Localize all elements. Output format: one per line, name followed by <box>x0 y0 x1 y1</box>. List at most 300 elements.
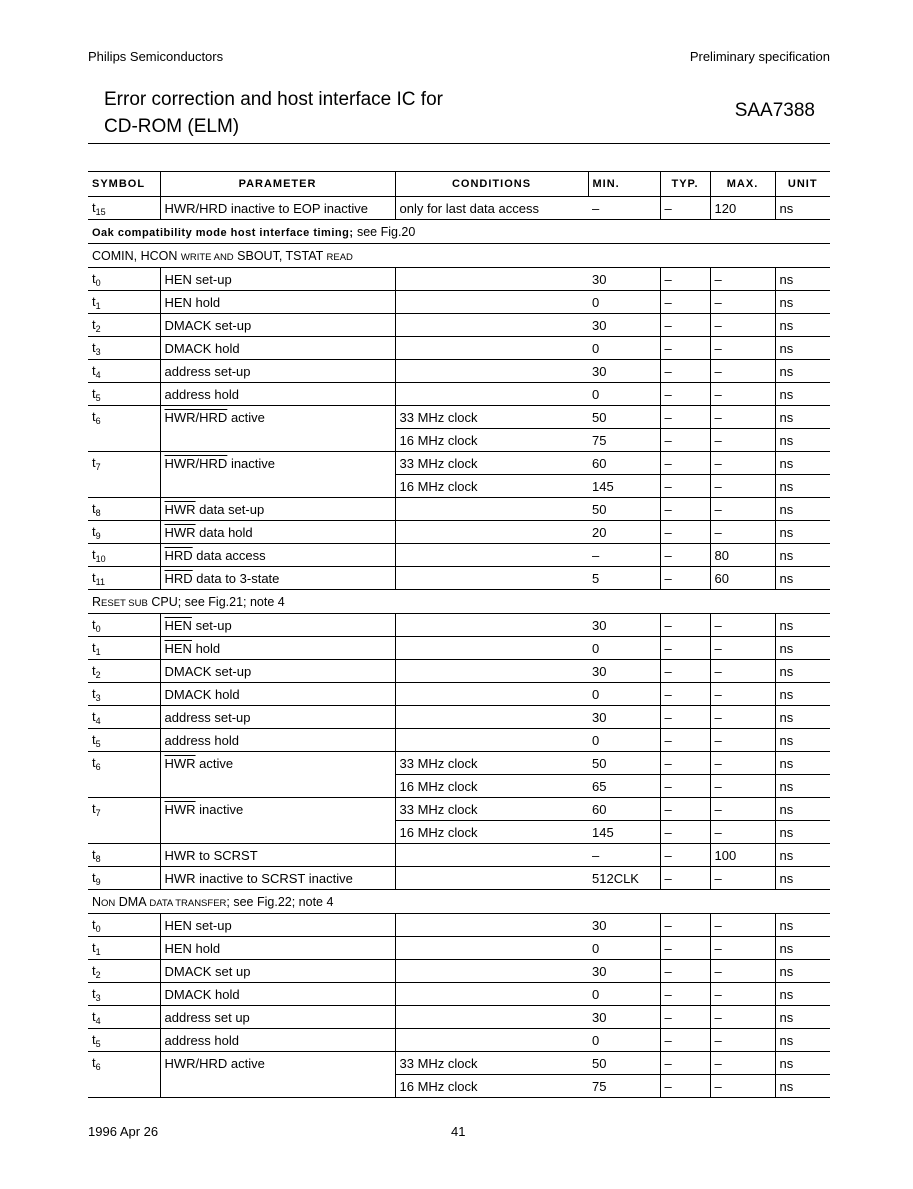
min-cell: 30 <box>588 360 660 383</box>
table-body <box>88 197 830 1098</box>
section-heading <box>88 220 830 244</box>
table-row <box>88 983 830 1006</box>
parameter-cell: HWR/HRD active <box>160 1052 395 1075</box>
table-row <box>88 937 830 960</box>
typ-cell: – <box>660 521 710 544</box>
unit-cell: ns <box>775 521 830 544</box>
typ-cell: – <box>660 637 710 660</box>
unit-cell: ns <box>775 729 830 752</box>
conditions-cell: 33 MHz clock <box>395 798 588 821</box>
typ-cell: – <box>660 914 710 937</box>
typ-cell: – <box>660 452 710 475</box>
unit-cell: ns <box>775 291 830 314</box>
min-cell: 0 <box>588 1029 660 1052</box>
symbol-cell: $t_5$ <box>88 383 160 406</box>
unit-cell: ns <box>775 197 830 220</box>
conditions-cell <box>395 268 588 291</box>
symbol-cell <box>88 1075 160 1098</box>
typ-cell: – <box>660 1006 710 1029</box>
conditions-cell <box>395 637 588 660</box>
conditions-cell <box>395 1006 588 1029</box>
table-row <box>88 567 830 590</box>
parameter-cell <box>160 1075 395 1098</box>
parameter-cell: HWR/HRD inactive <box>160 452 395 475</box>
table-row <box>88 683 830 706</box>
typ-cell: – <box>660 291 710 314</box>
symbol-cell: $t_3$ <box>88 983 160 1006</box>
unit-cell: ns <box>775 498 830 521</box>
table-row <box>88 1052 830 1075</box>
unit-cell: ns <box>775 798 830 821</box>
conditions-cell: 16 MHz clock <box>395 1075 588 1098</box>
conditions-cell <box>395 683 588 706</box>
unit-cell: ns <box>775 614 830 637</box>
max-cell: – <box>710 1006 775 1029</box>
parameter-cell: DMACK set up <box>160 960 395 983</box>
section-heading: RESET SUB CPU; see Fig.21; note 4 <box>88 590 830 614</box>
min-cell: 50 <box>588 1052 660 1075</box>
symbol-cell: $t_2$ <box>88 960 160 983</box>
unit-cell: ns <box>775 683 830 706</box>
table-row <box>88 498 830 521</box>
conditions-cell <box>395 729 588 752</box>
header-rule <box>88 143 830 144</box>
unit-cell: ns <box>775 452 830 475</box>
table-row <box>88 521 830 544</box>
col-header-conditions: CONDITIONS <box>395 172 588 197</box>
parameter-cell <box>160 775 395 798</box>
parameter-cell: DMACK set-up <box>160 660 395 683</box>
unit-cell: ns <box>775 937 830 960</box>
min-cell: 30 <box>588 314 660 337</box>
conditions-cell: 33 MHz clock <box>395 452 588 475</box>
parameter-cell: $\overline{HRD}$ data access <box>160 544 395 567</box>
company-name: Philips Semiconductors <box>88 49 224 64</box>
parameter-cell: $\overline{HEN}$ set-up <box>160 614 395 637</box>
table-row <box>88 867 830 890</box>
typ-cell: – <box>660 821 710 844</box>
unit-cell: ns <box>775 1006 830 1029</box>
parameter-cell <box>160 429 395 452</box>
symbol-cell <box>88 775 160 798</box>
table-row <box>88 291 830 314</box>
min-cell: 60 <box>588 798 660 821</box>
unit-cell: ns <box>775 660 830 683</box>
min-cell: 30 <box>588 1006 660 1029</box>
conditions-cell <box>395 291 588 314</box>
symbol-cell: $t_3$ <box>88 337 160 360</box>
max-cell: – <box>710 660 775 683</box>
symbol-cell: $t_2$ <box>88 314 160 337</box>
symbol-cell: $t_{15}$ <box>88 197 160 220</box>
max-cell: – <box>710 383 775 406</box>
typ-cell: – <box>660 844 710 867</box>
min-cell: 145 <box>588 475 660 498</box>
symbol-cell <box>88 475 160 498</box>
conditions-cell: 16 MHz clock <box>395 475 588 498</box>
table-row <box>88 197 830 220</box>
max-cell: – <box>710 960 775 983</box>
typ-cell: – <box>660 268 710 291</box>
unit-cell: ns <box>775 983 830 1006</box>
part-number: SAA7388 <box>734 100 815 121</box>
parameter-cell: address set-up <box>160 706 395 729</box>
parameter-cell: address set-up <box>160 360 395 383</box>
table-row <box>88 844 830 867</box>
min-cell: 30 <box>588 706 660 729</box>
max-cell: – <box>710 452 775 475</box>
parameter-cell <box>160 475 395 498</box>
symbol-cell: $t_{10}$ <box>88 544 160 567</box>
conditions-cell <box>395 844 588 867</box>
max-cell: – <box>710 475 775 498</box>
max-cell: – <box>710 683 775 706</box>
min-cell: 512CLK <box>588 867 660 890</box>
max-cell: – <box>710 775 775 798</box>
table-row <box>88 706 830 729</box>
symbol-cell: $t_7$ <box>92 800 101 818</box>
symbol-cell: $t_3$ <box>88 683 160 706</box>
conditions-cell <box>395 706 588 729</box>
conditions-cell <box>395 521 588 544</box>
parameter-cell: HEN set-up <box>160 914 395 937</box>
typ-cell: – <box>660 567 710 590</box>
parameter-cell: HEN set-up <box>160 268 395 291</box>
parameter-cell: HWR/HRD active <box>160 406 395 429</box>
conditions-cell <box>395 914 588 937</box>
table-row <box>88 1029 830 1052</box>
parameter-cell: $\overline{HWR}$ data set-up <box>160 498 395 521</box>
min-cell: 0 <box>588 383 660 406</box>
unit-cell: ns <box>775 706 830 729</box>
typ-cell: – <box>660 683 710 706</box>
max-cell: – <box>710 867 775 890</box>
conditions-cell: only for last data access <box>395 197 588 220</box>
unit-cell: ns <box>775 867 830 890</box>
table-row <box>88 1075 830 1098</box>
typ-cell: – <box>660 1029 710 1052</box>
parameter-cell: HWR/HRD inactive to EOP inactive <box>160 197 395 220</box>
max-cell: – <box>710 291 775 314</box>
section-subheading: COMIN, HCON WRITE AND SBOUT, TSTAT READ <box>88 244 830 268</box>
symbol-cell <box>88 429 160 452</box>
max-cell: – <box>710 521 775 544</box>
conditions-cell <box>395 660 588 683</box>
conditions-cell <box>395 498 588 521</box>
unit-cell: ns <box>775 314 830 337</box>
symbol-cell: $t_2$ <box>88 660 160 683</box>
typ-cell: – <box>660 475 710 498</box>
table-row <box>88 337 830 360</box>
symbol-cell: $t_4$ <box>88 360 160 383</box>
table-row <box>88 1006 830 1029</box>
title-line-2: CD-ROM (ELM) <box>104 116 240 137</box>
parameter-cell: DMACK hold <box>160 337 395 360</box>
max-cell: 80 <box>710 544 775 567</box>
min-cell: 60 <box>588 452 660 475</box>
parameter-cell: address hold <box>160 1029 395 1052</box>
symbol-cell: $t_0$ <box>88 614 160 637</box>
typ-cell: – <box>660 798 710 821</box>
min-cell: 0 <box>588 637 660 660</box>
table-row <box>88 821 830 844</box>
table-row <box>88 914 830 937</box>
typ-cell: – <box>660 429 710 452</box>
table-row <box>88 775 830 798</box>
conditions-cell: 33 MHz clock <box>395 752 588 775</box>
symbol-cell: $t_1$ <box>88 291 160 314</box>
parameter-cell: $\overline{HWR}$ active <box>160 752 395 775</box>
typ-cell: – <box>660 314 710 337</box>
conditions-cell <box>395 360 588 383</box>
unit-cell: ns <box>775 544 830 567</box>
min-cell: 30 <box>588 614 660 637</box>
table-row <box>88 660 830 683</box>
min-cell: 0 <box>588 729 660 752</box>
parameter-cell: $\overline{HEN}$ hold <box>160 637 395 660</box>
table-row <box>88 360 830 383</box>
table-row <box>88 314 830 337</box>
typ-cell: – <box>660 960 710 983</box>
conditions-cell <box>395 960 588 983</box>
typ-cell: – <box>660 752 710 775</box>
typ-cell: – <box>660 360 710 383</box>
unit-cell: ns <box>775 429 830 452</box>
max-cell: 60 <box>710 567 775 590</box>
table-row <box>88 752 830 775</box>
max-cell: – <box>710 637 775 660</box>
min-cell: – <box>588 197 660 220</box>
unit-cell: ns <box>775 1052 830 1075</box>
min-cell: 0 <box>588 337 660 360</box>
symbol-cell: $t_1$ <box>88 937 160 960</box>
conditions-cell <box>395 937 588 960</box>
parameter-cell: $\overline{HRD}$ data to 3-state <box>160 567 395 590</box>
unit-cell: ns <box>775 268 830 291</box>
max-cell: – <box>710 268 775 291</box>
parameter-cell: $\overline{HWR}$ data hold <box>160 521 395 544</box>
parameter-cell: address hold <box>160 729 395 752</box>
min-cell: 0 <box>588 683 660 706</box>
conditions-cell <box>395 614 588 637</box>
max-cell: – <box>710 729 775 752</box>
conditions-cell <box>395 567 588 590</box>
unit-cell: ns <box>775 475 830 498</box>
conditions-cell <box>395 983 588 1006</box>
symbol-cell: $t_5$ <box>88 1029 160 1052</box>
section-heading: NON DMA DATA TRANSFER; see Fig.22; note 4 <box>88 890 830 914</box>
typ-cell: – <box>660 775 710 798</box>
max-cell: – <box>710 337 775 360</box>
conditions-cell <box>395 867 588 890</box>
symbol-cell: $t_0$ <box>88 268 160 291</box>
document-type: Preliminary specification <box>689 49 830 64</box>
min-cell: 75 <box>588 1075 660 1098</box>
typ-cell: – <box>660 660 710 683</box>
max-cell: – <box>710 752 775 775</box>
max-cell: 100 <box>710 844 775 867</box>
max-cell: – <box>710 1075 775 1098</box>
section-title-rest: see Fig.20 <box>353 224 416 239</box>
conditions-cell: 33 MHz clock <box>395 1052 588 1075</box>
min-cell: 30 <box>588 960 660 983</box>
title-line-1: Error correction and host interface IC for <box>104 89 443 110</box>
parameter-cell: DMACK set-up <box>160 314 395 337</box>
typ-cell: – <box>660 1052 710 1075</box>
max-cell: – <box>710 1052 775 1075</box>
min-cell: 30 <box>588 660 660 683</box>
max-cell: – <box>710 1029 775 1052</box>
max-cell: – <box>710 429 775 452</box>
typ-cell: – <box>660 406 710 429</box>
table-header-row <box>88 172 830 197</box>
table-row <box>88 406 830 429</box>
typ-cell: – <box>660 383 710 406</box>
col-header-max: MAX. <box>710 172 775 197</box>
max-cell: – <box>710 821 775 844</box>
symbol-cell: $t_4$ <box>88 706 160 729</box>
typ-cell: – <box>660 498 710 521</box>
min-cell: 75 <box>588 429 660 452</box>
conditions-cell <box>395 314 588 337</box>
typ-cell: – <box>660 197 710 220</box>
unit-cell: ns <box>775 337 830 360</box>
symbol-cell: $t_7$ <box>92 454 101 472</box>
max-cell: – <box>710 498 775 521</box>
max-cell: – <box>710 798 775 821</box>
symbol-cell: $t_9$ <box>88 867 160 890</box>
conditions-cell: 33 MHz clock <box>395 406 588 429</box>
conditions-cell <box>395 337 588 360</box>
min-cell: 50 <box>588 498 660 521</box>
unit-cell: ns <box>775 360 830 383</box>
max-cell: – <box>710 614 775 637</box>
conditions-cell <box>395 383 588 406</box>
min-cell: 5 <box>588 567 660 590</box>
unit-cell: ns <box>775 914 830 937</box>
max-cell: – <box>710 314 775 337</box>
max-cell: – <box>710 360 775 383</box>
max-cell: – <box>710 706 775 729</box>
parameter-cell: HWR to SCRST <box>160 844 395 867</box>
min-cell: 20 <box>588 521 660 544</box>
table-row <box>88 729 830 752</box>
col-header-min: MIN. <box>588 172 660 197</box>
min-cell: 145 <box>588 821 660 844</box>
max-cell: – <box>710 937 775 960</box>
typ-cell: – <box>660 983 710 1006</box>
min-cell: 50 <box>588 752 660 775</box>
col-header-parameter: PARAMETER <box>160 172 395 197</box>
section-title-bold: Oak compatibility mode host interface timing; <box>92 226 354 239</box>
table-row <box>88 544 830 567</box>
parameter-cell: address hold <box>160 383 395 406</box>
parameter-cell: DMACK hold <box>160 983 395 1006</box>
max-cell: – <box>710 914 775 937</box>
max-cell: – <box>710 983 775 1006</box>
symbol-cell <box>88 821 160 844</box>
conditions-cell <box>395 544 588 567</box>
unit-cell: ns <box>775 775 830 798</box>
conditions-cell: 16 MHz clock <box>395 775 588 798</box>
typ-cell: – <box>660 614 710 637</box>
unit-cell: ns <box>775 752 830 775</box>
typ-cell: – <box>660 867 710 890</box>
parameter-cell <box>160 821 395 844</box>
symbol-cell: $t_4$ <box>88 1006 160 1029</box>
table-row <box>88 383 830 406</box>
min-cell: – <box>588 844 660 867</box>
symbol-cell: $t_8$ <box>88 498 160 521</box>
col-header-unit: UNIT <box>775 172 830 197</box>
typ-cell: – <box>660 337 710 360</box>
unit-cell: ns <box>775 1075 830 1098</box>
parameter-cell: $\overline{HWR}$ inactive <box>160 798 395 821</box>
parameter-cell: HWR inactive to SCRST inactive <box>160 867 395 890</box>
min-cell: 30 <box>588 268 660 291</box>
conditions-cell: 16 MHz clock <box>395 429 588 452</box>
timing-table <box>88 171 830 1098</box>
typ-cell: – <box>660 544 710 567</box>
typ-cell: – <box>660 729 710 752</box>
symbol-cell: $t_6$ <box>92 754 101 772</box>
symbol-cell: $t_6$ <box>92 408 101 426</box>
parameter-cell: DMACK hold <box>160 683 395 706</box>
table-row <box>88 614 830 637</box>
conditions-cell <box>395 1029 588 1052</box>
typ-cell: – <box>660 1075 710 1098</box>
unit-cell: ns <box>775 1029 830 1052</box>
page-number: 41 <box>451 1124 466 1139</box>
unit-cell: ns <box>775 406 830 429</box>
symbol-cell: $t_6$ <box>92 1054 101 1072</box>
table-row <box>88 268 830 291</box>
symbol-cell: $t_{11}$ <box>88 567 160 590</box>
table-row <box>88 475 830 498</box>
document-title <box>104 86 443 140</box>
parameter-cell: HEN hold <box>160 937 395 960</box>
parameter-cell: address set up <box>160 1006 395 1029</box>
min-cell: 50 <box>588 406 660 429</box>
symbol-cell: $t_1$ <box>88 637 160 660</box>
max-cell: 120 <box>710 197 775 220</box>
symbol-cell: $t_8$ <box>88 844 160 867</box>
conditions-cell: 16 MHz clock <box>395 821 588 844</box>
symbol-cell: $t_9$ <box>88 521 160 544</box>
unit-cell: ns <box>775 844 830 867</box>
symbol-cell: $t_5$ <box>88 729 160 752</box>
footer-date: 1996 Apr 26 <box>88 1124 159 1139</box>
min-cell: – <box>588 544 660 567</box>
max-cell: – <box>710 406 775 429</box>
symbol-cell: $t_0$ <box>88 914 160 937</box>
typ-cell: – <box>660 937 710 960</box>
table-row <box>88 452 830 475</box>
table-row <box>88 429 830 452</box>
min-cell: 0 <box>588 983 660 1006</box>
min-cell: 0 <box>588 291 660 314</box>
min-cell: 30 <box>588 914 660 937</box>
table-row <box>88 637 830 660</box>
unit-cell: ns <box>775 383 830 406</box>
col-header-symbol: SYMBOL <box>88 172 160 197</box>
table-row <box>88 798 830 821</box>
min-cell: 0 <box>588 937 660 960</box>
parameter-cell: HEN hold <box>160 291 395 314</box>
unit-cell: ns <box>775 637 830 660</box>
col-header-typ: TYP. <box>660 172 710 197</box>
unit-cell: ns <box>775 567 830 590</box>
